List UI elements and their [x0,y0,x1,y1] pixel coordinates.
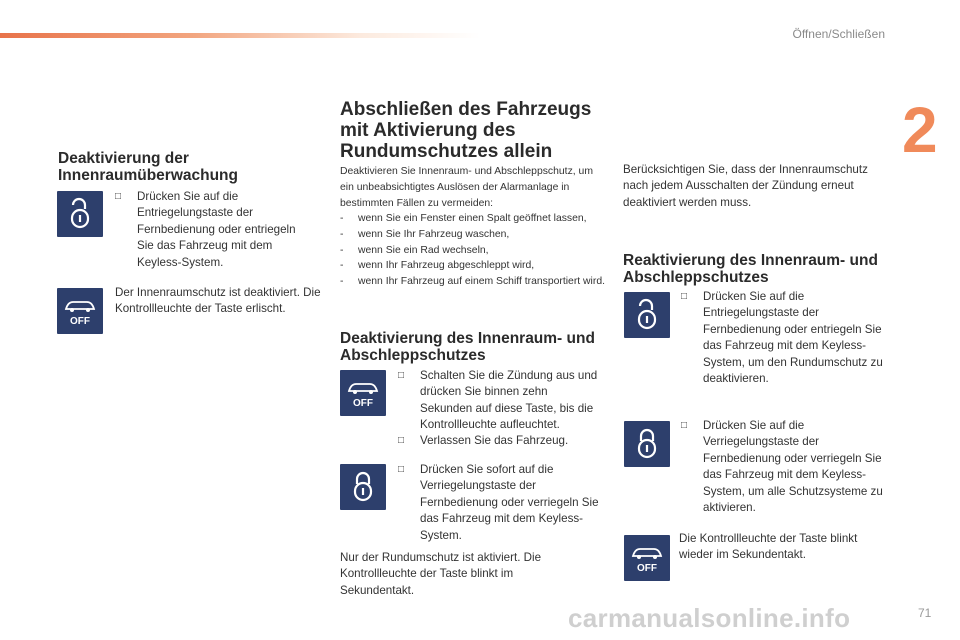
middle-intro: Deaktivieren Sie Innenraum- und Abschleppschutz, um ein unbeabsichtigtes Auslösen der Alarmanlage in bestimmten Fällen zu vermeiden: [340,166,593,209]
unlock-icon [57,191,103,237]
middle-subtitle: Deaktivierung des Innenraum- und Abschleppschutzes [340,330,595,364]
list-item: - wenn Sie ein Rad wechseln, [340,244,489,256]
alarm-off-icon [624,535,670,581]
cases-list [340,211,605,290]
svg-text:OFF: OFF [353,398,373,409]
lock-icon [340,464,386,510]
middle-title: Abschließen des Fahrzeugs mit Aktivierung des Rundumschutzes allein [340,99,592,162]
alarm-off-icon [57,288,103,334]
left-title: Deaktivierung der Innenraumüberwachung [58,150,238,184]
left-result: Der Innenraumschutz ist deaktiviert. Die Kontrollleuchte der Taste erlischt. [115,286,321,316]
svg-text:OFF: OFF [70,316,90,327]
section-title: Öffnen/Schließen [792,27,885,41]
bullet-icon: □ [681,420,688,431]
list-item: - wenn Sie ein Fenster einen Spalt geöffnet lassen, [340,213,587,224]
right-step-1: □ Drücken Sie auf die Entriegelungstaste der Fernbedienung oder entriegeln Sie das Fahrzeug mit dem Keyless-System, um den Rundumschutz zu deaktivieren. [681,289,891,387]
right-note: Berücksichtigen Sie, dass der Innenraumschutz nach jedem Ausschalten der Zündung erneut deaktiviert werden muss. [623,163,868,209]
bullet-icon: □ [398,464,405,475]
right-title: Reaktivierung des Innenraum- und Abschleppschutzes [623,252,878,286]
svg-text:OFF: OFF [637,563,657,574]
middle-step-1: □ Schalten Sie die Zündung aus und drücken Sie binnen zehn Sekunden auf diese Taste, bis die Kontrollleuchte aufleuchtet. [398,368,603,434]
watermark: carmanualsonline.info [568,603,851,633]
page-number: 71 [918,606,932,620]
bullet-icon: □ [398,370,405,381]
lock-icon [624,421,670,467]
bullet-icon: □ [115,191,122,202]
list-item: - wenn Ihr Fahrzeug auf einem Schiff transportiert wird. [340,276,605,288]
list-item: - wenn Ihr Fahrzeug abgeschleppt wird, [340,260,535,272]
header-accent-bar [0,33,480,38]
unlock-icon [624,292,670,338]
middle-step-3: □ Drücken Sie sofort auf die Verriegelungstaste der Fernbedienung oder verriegeln Sie das Fahrzeug mit dem Keyless-System. [398,462,603,544]
right-step-2: □ Drücken Sie auf die Verriegelungstaste der Fernbedienung oder verriegeln Sie das Fahrzeug mit dem Keyless-System, um alle Schutzsysteme zu aktivieren. [681,418,891,516]
right-result: Die Kontrollleuchte der Taste blinkt wieder im Sekundentakt. [679,532,858,562]
middle-result: Nur der Rundumschutz ist aktiviert. Die Kontrollleuchte der Taste blinkt im Sekundentakt. [340,551,542,597]
bullet-icon: □ [681,291,688,302]
chapter-number: 2 [902,94,938,166]
left-step-1: □ Drücken Sie auf die Entriegelungstaste der Fernbedienung oder entriegeln Sie das Fahrzeug mit dem Keyless-System. [115,189,315,271]
middle-step-2: □ Verlassen Sie das Fahrzeug. [398,433,603,449]
list-item: - wenn Sie Ihr Fahrzeug waschen, [340,228,510,240]
bullet-icon: □ [398,435,405,446]
alarm-off-icon [340,370,386,416]
